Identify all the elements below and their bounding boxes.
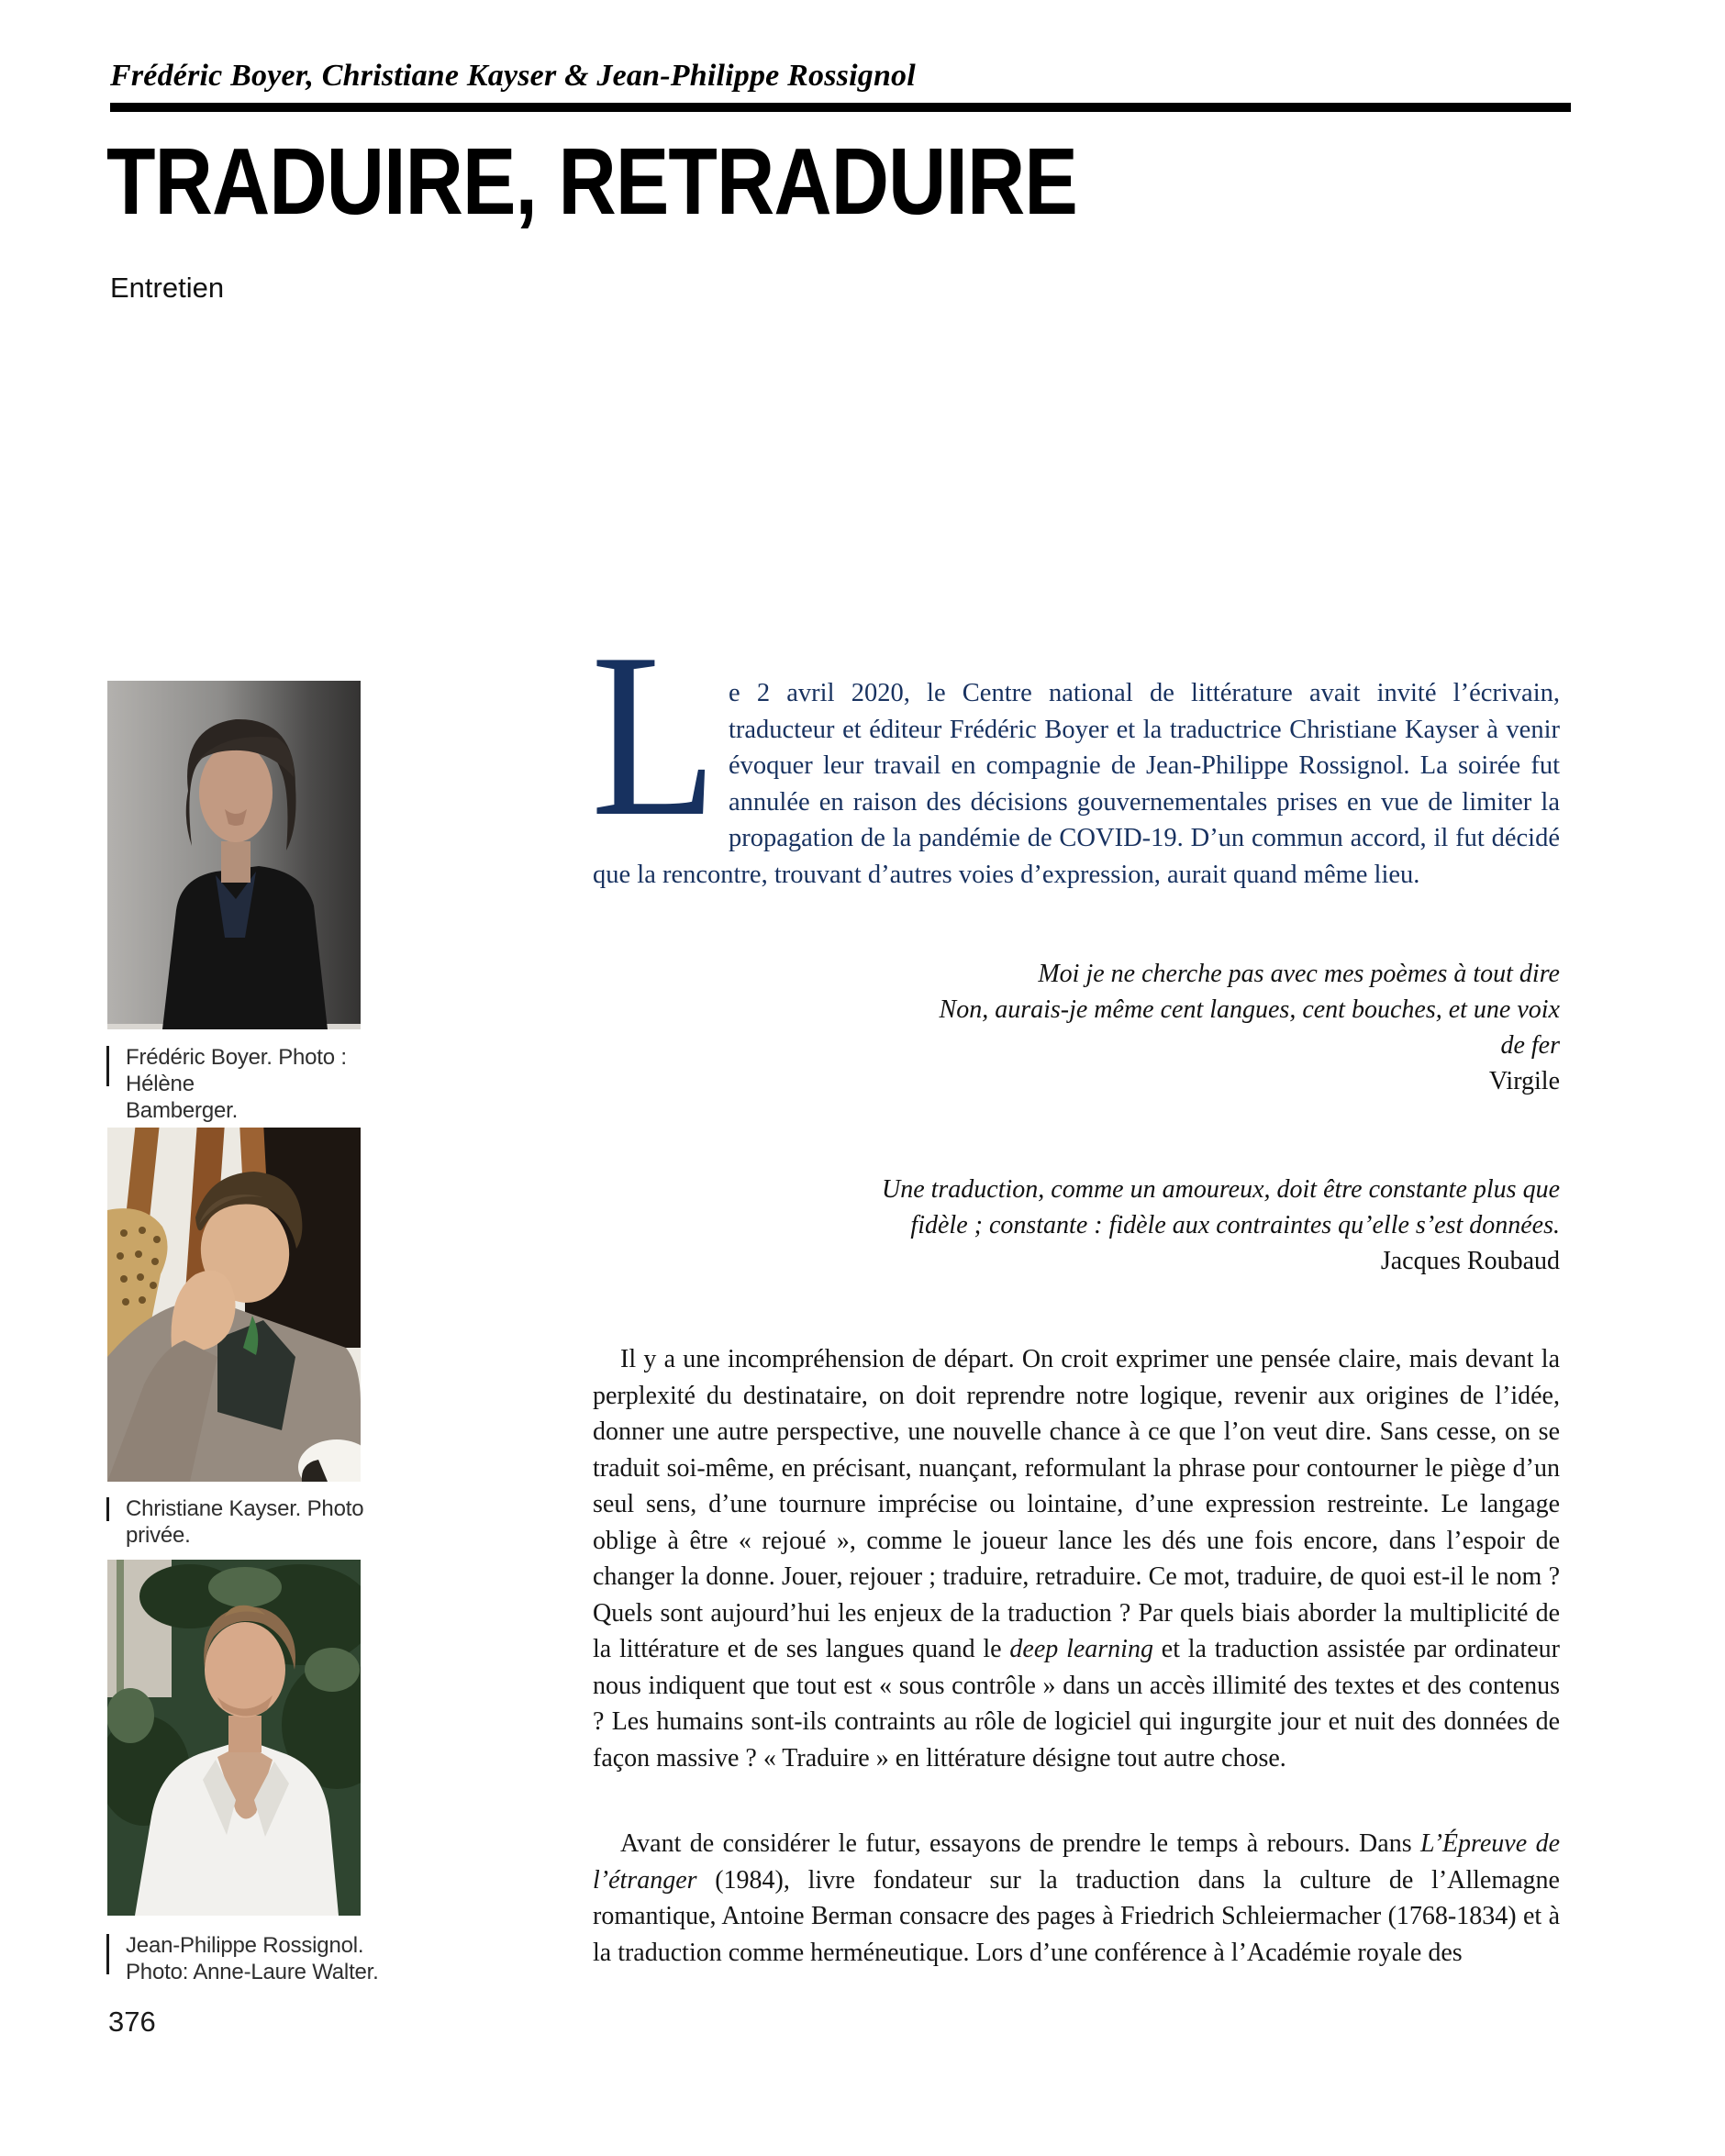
epigraph-line: Une traduction, comme un amoureux, doit être constante plus que	[881, 1175, 1560, 1204]
header-rule	[110, 103, 1571, 112]
epigraph-line: de fer	[1500, 1031, 1560, 1060]
page-title: TRADUIRE, RETRADUIRE	[106, 128, 1077, 234]
photo-frederic-boyer	[107, 681, 361, 1029]
epigraph-line: Moi je ne cherche pas avec mes poèmes à tout dire	[1038, 960, 1560, 988]
caption-bar	[106, 1046, 109, 1086]
photo-jean-philippe-rossignol	[107, 1560, 361, 1916]
caption-text: Jean-Philippe Rossignol. Photo: Anne-Laure Walter.	[126, 1933, 379, 1984]
page-number: 376	[108, 2006, 156, 2038]
epigraph-roubaud	[593, 1172, 1560, 1279]
caption-christiane-kayser	[106, 1495, 382, 1549]
caption-text: Frédéric Boyer. Photo : Hélène Bamberger.	[126, 1045, 347, 1123]
epigraph-attribution: Virgile	[1488, 1067, 1560, 1095]
epigraph-attribution: Jacques Roubaud	[1380, 1247, 1560, 1275]
caption-bar	[106, 1497, 109, 1521]
body-paragraph-1: Il y a une incompréhension de départ. On croit exprimer une pensée claire, mais devant la perplexité du destinataire, on doit reprendre notre logique, revenir aux origines de l’idée, donner une autre perspective, une nouvelle chance à ce que l’on veut dire. Sans cesse, on se traduit soi-même, en précisant, nuançant, reformulant la phrase pour contourner le piège d’un seul sens, d’une tournure imprécise ou lointaine, d’une expression restreinte. Le langage oblige à être « rejoué », comme le joueur lance les dés une fois encore, dans l’espoir de changer la donne. Jouer, rejouer ; traduire, retraduire. Ce mot, traduire, de quoi est-il le nom ? Quels sont aujourd’hui les enjeux de la traduction ? Par quels biais aborder la multiplicité de la littérature et de ses langues quand le deep learning et la traduction assistée par ordinateur nous indiquent que tout est « sous contrôle » dans un accès illimité des textes et des contenus ? Les humains sont-ils contraints au rôle de logiciel qui ingurgite jour et nuit des données de façon massive ? « Traduire » en littérature désigne tout autre chose.	[593, 1345, 1561, 1773]
caption-jean-philippe-rossignol	[106, 1932, 382, 1985]
authors-line: Frédéric Boyer, Christiane Kayser & Jean-Philippe Rossignol	[110, 59, 916, 93]
epigraph-line: Non, aurais-je même cent langues, cent bouches, et une voix	[939, 995, 1560, 1024]
body-paragraph-2: Avant de considérer le futur, essayons de prendre le temps à rebours. Dans L’Épreuve de l’étranger (1984), livre fondateur sur la traduction dans la culture de l’Allemagne romantique, Antoine Berman consacre des pages à Friedrich Schleiermacher (1768-1834) et à la traduction comme herméneutique. Lors d’une conférence à l’Académie royale des	[593, 1829, 1560, 1967]
intro-text: e 2 avril 2020, le Centre national de littérature avait invité l’écrivain, traducteur et éditeur Frédéric Boyer et la traductrice Christiane Kayser à venir évoquer leur travail en compagnie de Jean-Philippe Rossignol. La soirée fut annulée en raison des décisions gouvernementales prises en vue de limiter la propagation de la pandémie de COVID-19. D’un commun accord, il fut décidé que la rencontre, trouvant d’autres voies d’expression, aurait quand même lieu.	[593, 679, 1560, 889]
caption-text: Christiane Kayser. Photo privée.	[126, 1496, 364, 1548]
epigraph-line: fidèle ; constante : fidèle aux contraintes qu’elle s’est données.	[910, 1211, 1560, 1239]
intro-paragraph	[591, 606, 1560, 893]
caption-frederic-boyer	[106, 1044, 382, 1124]
epigraph-virgile	[593, 956, 1560, 1099]
drop-cap: L	[591, 606, 718, 865]
portrait-illustration	[107, 681, 361, 1029]
genre-label: Entretien	[110, 272, 225, 304]
portrait-illustration	[107, 1560, 361, 1916]
caption-bar	[106, 1934, 109, 1974]
photo-christiane-kayser	[107, 1128, 361, 1482]
portrait-illustration	[107, 1128, 361, 1482]
